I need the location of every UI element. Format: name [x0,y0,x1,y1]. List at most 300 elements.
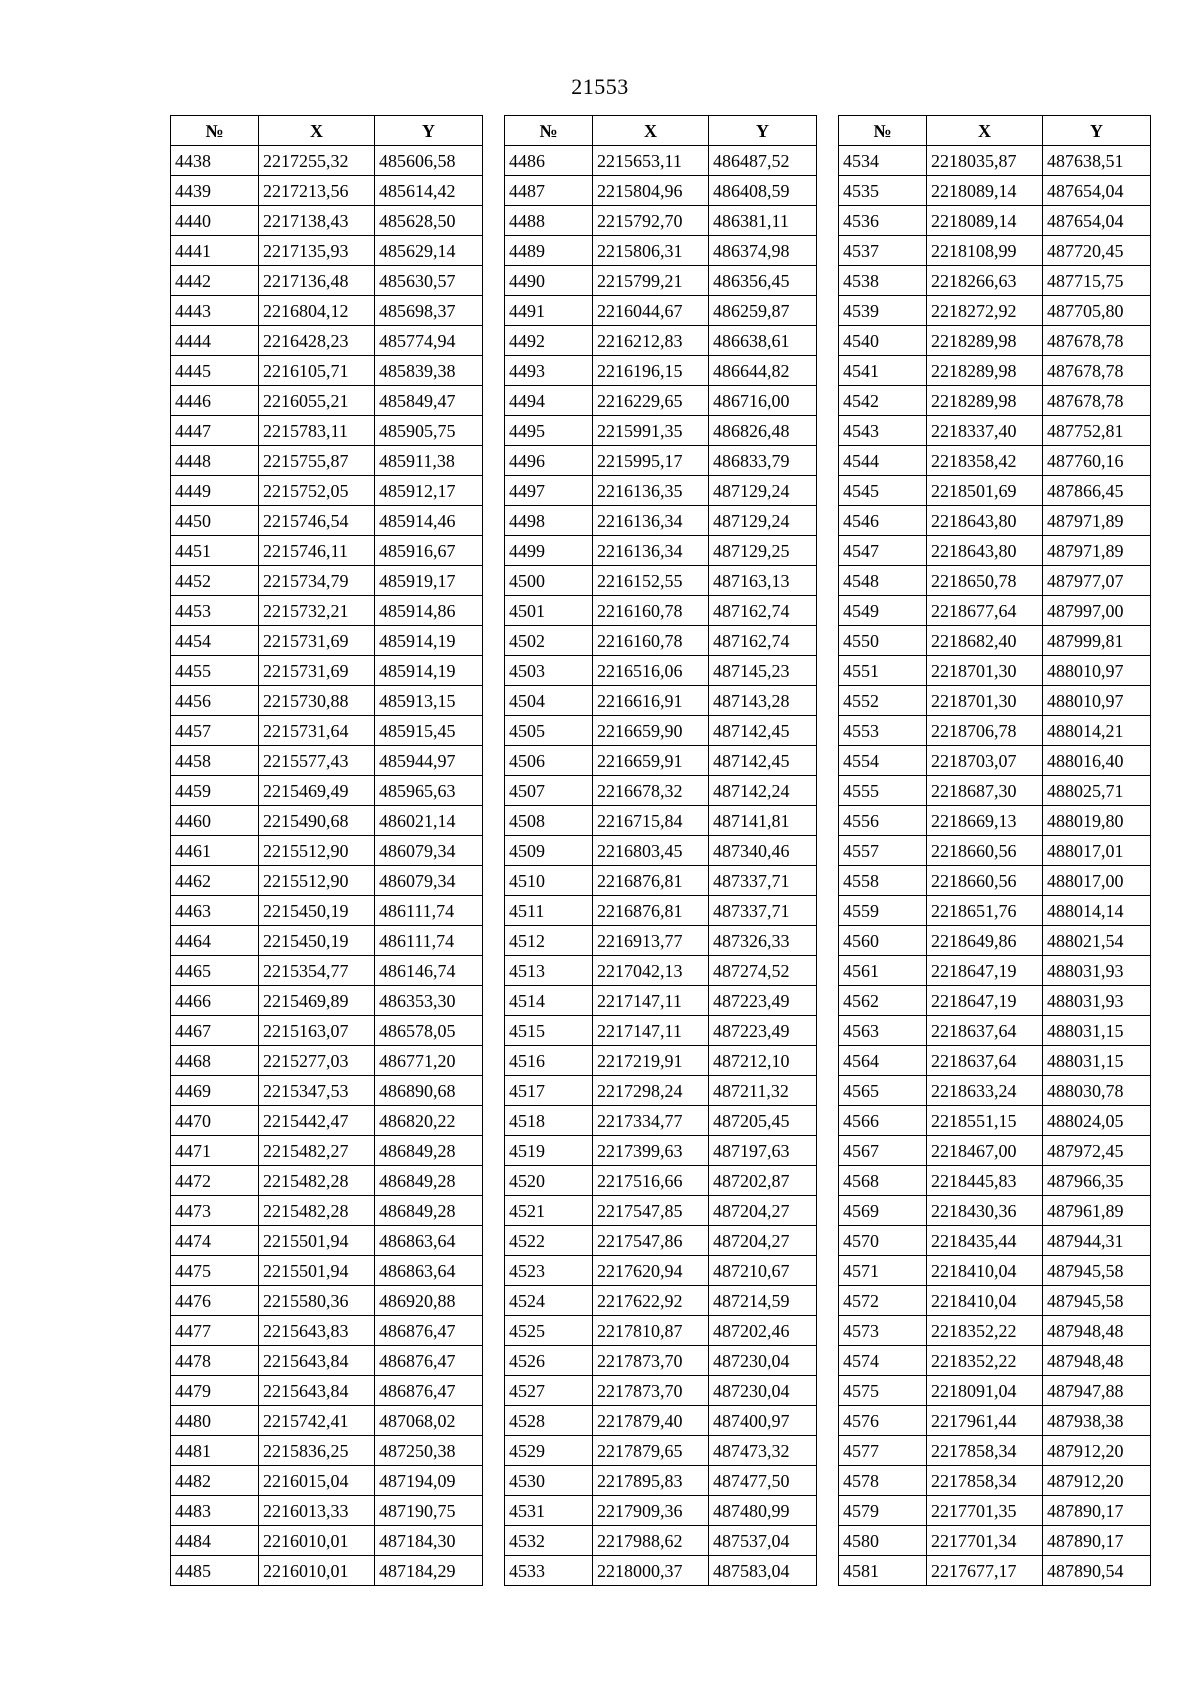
cell-no: 4505 [505,716,593,746]
cell-y: 486876,47 [375,1376,483,1406]
cell-y: 487143,28 [709,686,817,716]
cell-y: 487337,71 [709,866,817,896]
table-row [505,356,817,386]
table-row [171,1286,483,1316]
cell-no: 4554 [839,746,927,776]
cell-x: 2217873,70 [593,1376,709,1406]
table-row [839,146,1151,176]
cell-x: 2217909,36 [593,1496,709,1526]
table-row [839,1436,1151,1466]
header-x: X [593,116,709,146]
cell-no: 4531 [505,1496,593,1526]
cell-y: 487197,63 [709,1136,817,1166]
cell-x: 2215490,68 [259,806,375,836]
cell-no: 4526 [505,1346,593,1376]
cell-no: 4441 [171,236,259,266]
table-row [171,476,483,506]
cell-no: 4550 [839,626,927,656]
cell-no: 4485 [171,1556,259,1586]
cell-no: 4449 [171,476,259,506]
cell-no: 4473 [171,1196,259,1226]
cell-y: 488021,54 [1043,926,1151,956]
cell-no: 4538 [839,266,927,296]
cell-x: 2217138,43 [259,206,375,236]
table-row [839,326,1151,356]
cell-no: 4482 [171,1466,259,1496]
cell-y: 485774,94 [375,326,483,356]
table-row [171,1196,483,1226]
cell-x: 2218687,30 [927,776,1043,806]
table-row [171,1166,483,1196]
cell-no: 4541 [839,356,927,386]
cell-x: 2215746,54 [259,506,375,536]
cell-x: 2218410,04 [927,1256,1043,1286]
cell-no: 4561 [839,956,927,986]
cell-no: 4509 [505,836,593,866]
table-row [839,836,1151,866]
table-row [505,1046,817,1076]
cell-x: 2215442,47 [259,1106,375,1136]
cell-x: 2217135,93 [259,236,375,266]
cell-x: 2218649,86 [927,926,1043,956]
cell-y: 488010,97 [1043,686,1151,716]
table-row [505,416,817,446]
cell-x: 2215734,79 [259,566,375,596]
cell-x: 2216160,78 [593,596,709,626]
cell-y: 488024,05 [1043,1106,1151,1136]
table-row [839,296,1151,326]
cell-no: 4454 [171,626,259,656]
cell-no: 4548 [839,566,927,596]
cell-y: 487720,45 [1043,236,1151,266]
cell-x: 2215482,28 [259,1196,375,1226]
table-row [171,1256,483,1286]
cell-x: 2216013,33 [259,1496,375,1526]
cell-y: 487202,46 [709,1316,817,1346]
cell-x: 2218289,98 [927,356,1043,386]
cell-no: 4574 [839,1346,927,1376]
cell-x: 2215731,69 [259,626,375,656]
cell-x: 2218651,76 [927,896,1043,926]
table-row [171,1076,483,1106]
cell-x: 2215354,77 [259,956,375,986]
header-x: X [259,116,375,146]
table-row [505,806,817,836]
cell-no: 4467 [171,1016,259,1046]
cell-y: 487948,48 [1043,1346,1151,1376]
cell-x: 2215450,19 [259,926,375,956]
cell-y: 485630,57 [375,266,483,296]
cell-y: 486111,74 [375,926,483,956]
cell-y: 487999,81 [1043,626,1151,656]
cell-no: 4571 [839,1256,927,1286]
cell-no: 4511 [505,896,593,926]
cell-no: 4564 [839,1046,927,1076]
cell-no: 4458 [171,746,259,776]
cell-y: 487912,20 [1043,1436,1151,1466]
table-row [505,866,817,896]
table-row [505,176,817,206]
table-row [171,1136,483,1166]
table-row [505,1196,817,1226]
cell-y: 488017,01 [1043,836,1151,866]
table-row [839,686,1151,716]
table-row [505,1286,817,1316]
cell-x: 2215643,83 [259,1316,375,1346]
cell-y: 487866,45 [1043,476,1151,506]
table-row [505,1436,817,1466]
cell-no: 4447 [171,416,259,446]
cell-y: 487068,02 [375,1406,483,1436]
cell-y: 487145,23 [709,656,817,686]
cell-no: 4461 [171,836,259,866]
table-row [171,146,483,176]
cell-no: 4503 [505,656,593,686]
cell-y: 487326,33 [709,926,817,956]
table-row [171,1106,483,1136]
cell-y: 486487,52 [709,146,817,176]
table-row [839,1496,1151,1526]
cell-x: 2218430,36 [927,1196,1043,1226]
cell-no: 4518 [505,1106,593,1136]
cell-y: 487678,78 [1043,356,1151,386]
table-row [505,1166,817,1196]
cell-y: 487337,71 [709,896,817,926]
table-row [171,596,483,626]
cell-y: 487947,88 [1043,1376,1151,1406]
cell-y: 487961,89 [1043,1196,1151,1226]
cell-y: 487752,81 [1043,416,1151,446]
cell-y: 488031,15 [1043,1046,1151,1076]
cell-no: 4451 [171,536,259,566]
table-row [839,416,1151,446]
cell-no: 4573 [839,1316,927,1346]
cell-no: 4569 [839,1196,927,1226]
cell-y: 487230,04 [709,1376,817,1406]
coordinate-table-2 [504,115,817,1586]
cell-x: 2215277,03 [259,1046,375,1076]
cell-y: 487340,46 [709,836,817,866]
cell-y: 487678,78 [1043,386,1151,416]
table-row [505,1256,817,1286]
cell-no: 4494 [505,386,593,416]
cell-x: 2218682,40 [927,626,1043,656]
cell-y: 487223,49 [709,1016,817,1046]
cell-y: 487890,17 [1043,1526,1151,1556]
cell-no: 4540 [839,326,927,356]
cell-x: 2218435,44 [927,1226,1043,1256]
table-row [839,1106,1151,1136]
cell-x: 2218647,19 [927,986,1043,1016]
cell-x: 2216229,65 [593,386,709,416]
cell-no: 4495 [505,416,593,446]
cell-no: 4478 [171,1346,259,1376]
coordinate-table-1 [170,115,483,1586]
cell-y: 487705,80 [1043,296,1151,326]
table-row [839,236,1151,266]
cell-x: 2215482,27 [259,1136,375,1166]
cell-x: 2218551,15 [927,1106,1043,1136]
cell-y: 487480,99 [709,1496,817,1526]
cell-x: 2216152,55 [593,566,709,596]
cell-x: 2216160,78 [593,626,709,656]
cell-x: 2216804,12 [259,296,375,326]
cell-no: 4463 [171,896,259,926]
cell-no: 4474 [171,1226,259,1256]
cell-x: 2215732,21 [259,596,375,626]
table-row [171,566,483,596]
header-y: Y [709,116,817,146]
cell-y: 487654,04 [1043,176,1151,206]
table-row [839,1346,1151,1376]
cell-x: 2217516,66 [593,1166,709,1196]
cell-no: 4572 [839,1286,927,1316]
table-row [171,296,483,326]
cell-x: 2218035,87 [927,146,1043,176]
cell-y: 485698,37 [375,296,483,326]
cell-y: 486578,05 [375,1016,483,1046]
cell-y: 486771,20 [375,1046,483,1076]
cell-no: 4514 [505,986,593,1016]
table-row [505,926,817,956]
cell-no: 4535 [839,176,927,206]
cell-x: 2217334,77 [593,1106,709,1136]
cell-y: 487945,58 [1043,1286,1151,1316]
cell-no: 4497 [505,476,593,506]
cell-x: 2217147,11 [593,986,709,1016]
table-row [505,686,817,716]
cell-no: 4529 [505,1436,593,1466]
cell-no: 4468 [171,1046,259,1076]
cell-x: 2216659,91 [593,746,709,776]
table-row [171,1376,483,1406]
cell-x: 2218289,98 [927,326,1043,356]
table-row [505,326,817,356]
cell-no: 4520 [505,1166,593,1196]
table-row [839,596,1151,626]
cell-y: 488031,93 [1043,956,1151,986]
cell-y: 487638,51 [1043,146,1151,176]
cell-no: 4489 [505,236,593,266]
cell-no: 4552 [839,686,927,716]
cell-no: 4579 [839,1496,927,1526]
cell-x: 2215653,11 [593,146,709,176]
table-row [839,566,1151,596]
cell-no: 4558 [839,866,927,896]
cell-no: 4499 [505,536,593,566]
cell-x: 2216428,23 [259,326,375,356]
cell-x: 2215783,11 [259,416,375,446]
cell-no: 4519 [505,1136,593,1166]
cell-x: 2215731,69 [259,656,375,686]
table-row [505,1346,817,1376]
table-row [839,866,1151,896]
cell-no: 4576 [839,1406,927,1436]
cell-y: 487214,59 [709,1286,817,1316]
cell-no: 4523 [505,1256,593,1286]
cell-x: 2218467,00 [927,1136,1043,1166]
cell-x: 2218701,30 [927,656,1043,686]
cell-y: 485911,38 [375,446,483,476]
cell-no: 4565 [839,1076,927,1106]
header-x: X [927,116,1043,146]
cell-x: 2215752,05 [259,476,375,506]
cell-x: 2215347,53 [259,1076,375,1106]
cell-x: 2215995,17 [593,446,709,476]
cell-y: 487141,81 [709,806,817,836]
cell-y: 487583,04 [709,1556,817,1586]
cell-x: 2217547,86 [593,1226,709,1256]
cell-y: 488017,00 [1043,866,1151,896]
cell-x: 2218445,83 [927,1166,1043,1196]
cell-y: 487944,31 [1043,1226,1151,1256]
table-row [505,1136,817,1166]
cell-x: 2218643,80 [927,506,1043,536]
cell-y: 487162,74 [709,626,817,656]
cell-y: 486079,34 [375,866,483,896]
cell-x: 2216136,34 [593,536,709,566]
table-row [171,1466,483,1496]
table-row [505,1106,817,1136]
table-row [171,896,483,926]
cell-no: 4525 [505,1316,593,1346]
cell-x: 2216715,84 [593,806,709,836]
cell-no: 4559 [839,896,927,926]
cell-y: 487948,48 [1043,1316,1151,1346]
cell-y: 487400,97 [709,1406,817,1436]
cell-y: 485629,14 [375,236,483,266]
table-row [171,656,483,686]
cell-no: 4455 [171,656,259,686]
cell-x: 2215804,96 [593,176,709,206]
cell-y: 487129,24 [709,506,817,536]
cell-y: 485914,19 [375,656,483,686]
cell-y: 487162,74 [709,596,817,626]
table-row [505,956,817,986]
cell-x: 2218633,24 [927,1076,1043,1106]
cell-no: 4462 [171,866,259,896]
cell-x: 2217219,91 [593,1046,709,1076]
cell-y: 486920,88 [375,1286,483,1316]
cell-x: 2217620,94 [593,1256,709,1286]
cell-x: 2215792,70 [593,206,709,236]
cell-x: 2217399,63 [593,1136,709,1166]
table-row [505,1016,817,1046]
cell-y: 487473,32 [709,1436,817,1466]
table-row [505,506,817,536]
cell-x: 2216212,83 [593,326,709,356]
cell-y: 487654,04 [1043,206,1151,236]
table-header-row [839,116,1151,146]
cell-no: 4515 [505,1016,593,1046]
cell-y: 488016,40 [1043,746,1151,776]
cell-x: 2216055,21 [259,386,375,416]
page-number: 21553 [571,74,629,99]
table-row [505,1076,817,1106]
cell-x: 2215450,19 [259,896,375,926]
cell-x: 2218660,56 [927,836,1043,866]
table-row [839,1196,1151,1226]
header-no: № [839,116,927,146]
table-row [505,476,817,506]
cell-x: 2215806,31 [593,236,709,266]
cell-x: 2215755,87 [259,446,375,476]
cell-y: 486146,74 [375,956,483,986]
cell-no: 4488 [505,206,593,236]
cell-x: 2216803,45 [593,836,709,866]
cell-no: 4578 [839,1466,927,1496]
cell-x: 2215482,28 [259,1166,375,1196]
cell-x: 2218669,13 [927,806,1043,836]
cell-y: 487971,89 [1043,506,1151,536]
table-row [171,686,483,716]
cell-no: 4551 [839,656,927,686]
cell-x: 2218108,99 [927,236,1043,266]
table-row [839,1076,1151,1106]
cell-no: 4456 [171,686,259,716]
table-row [171,386,483,416]
table-row [171,1526,483,1556]
table-row [171,776,483,806]
table-row [505,146,817,176]
table-row [171,266,483,296]
table-row [505,206,817,236]
cell-y: 487190,75 [375,1496,483,1526]
cell-x: 2217879,65 [593,1436,709,1466]
table-row [505,746,817,776]
cell-y: 485628,50 [375,206,483,236]
cell-y: 486833,79 [709,446,817,476]
cell-x: 2216015,04 [259,1466,375,1496]
cell-y: 487142,45 [709,746,817,776]
cell-y: 485839,38 [375,356,483,386]
cell-y: 487129,24 [709,476,817,506]
cell-x: 2217858,34 [927,1436,1043,1466]
cell-no: 4544 [839,446,927,476]
cell-y: 486863,64 [375,1226,483,1256]
table-row [839,1556,1151,1586]
cell-y: 487912,20 [1043,1466,1151,1496]
cell-x: 2218000,37 [593,1556,709,1586]
table-row [839,476,1151,506]
cell-no: 4471 [171,1136,259,1166]
cell-x: 2217147,11 [593,1016,709,1046]
cell-no: 4545 [839,476,927,506]
table-row [839,656,1151,686]
cell-no: 4546 [839,506,927,536]
cell-x: 2218643,80 [927,536,1043,566]
cell-y: 485916,67 [375,536,483,566]
cell-no: 4549 [839,596,927,626]
cell-no: 4521 [505,1196,593,1226]
cell-no: 4440 [171,206,259,236]
cell-x: 2218089,14 [927,176,1043,206]
table-row [839,386,1151,416]
cell-x: 2218660,56 [927,866,1043,896]
cell-x: 2218637,64 [927,1016,1043,1046]
coordinate-tables [170,115,1150,1585]
cell-y: 486353,30 [375,986,483,1016]
table-row [171,536,483,566]
cell-y: 487966,35 [1043,1166,1151,1196]
table-row [505,596,817,626]
table-row [839,1226,1151,1256]
table-row [839,1166,1151,1196]
table-row [171,1346,483,1376]
cell-no: 4560 [839,926,927,956]
table-row [839,1256,1151,1286]
cell-no: 4580 [839,1526,927,1556]
